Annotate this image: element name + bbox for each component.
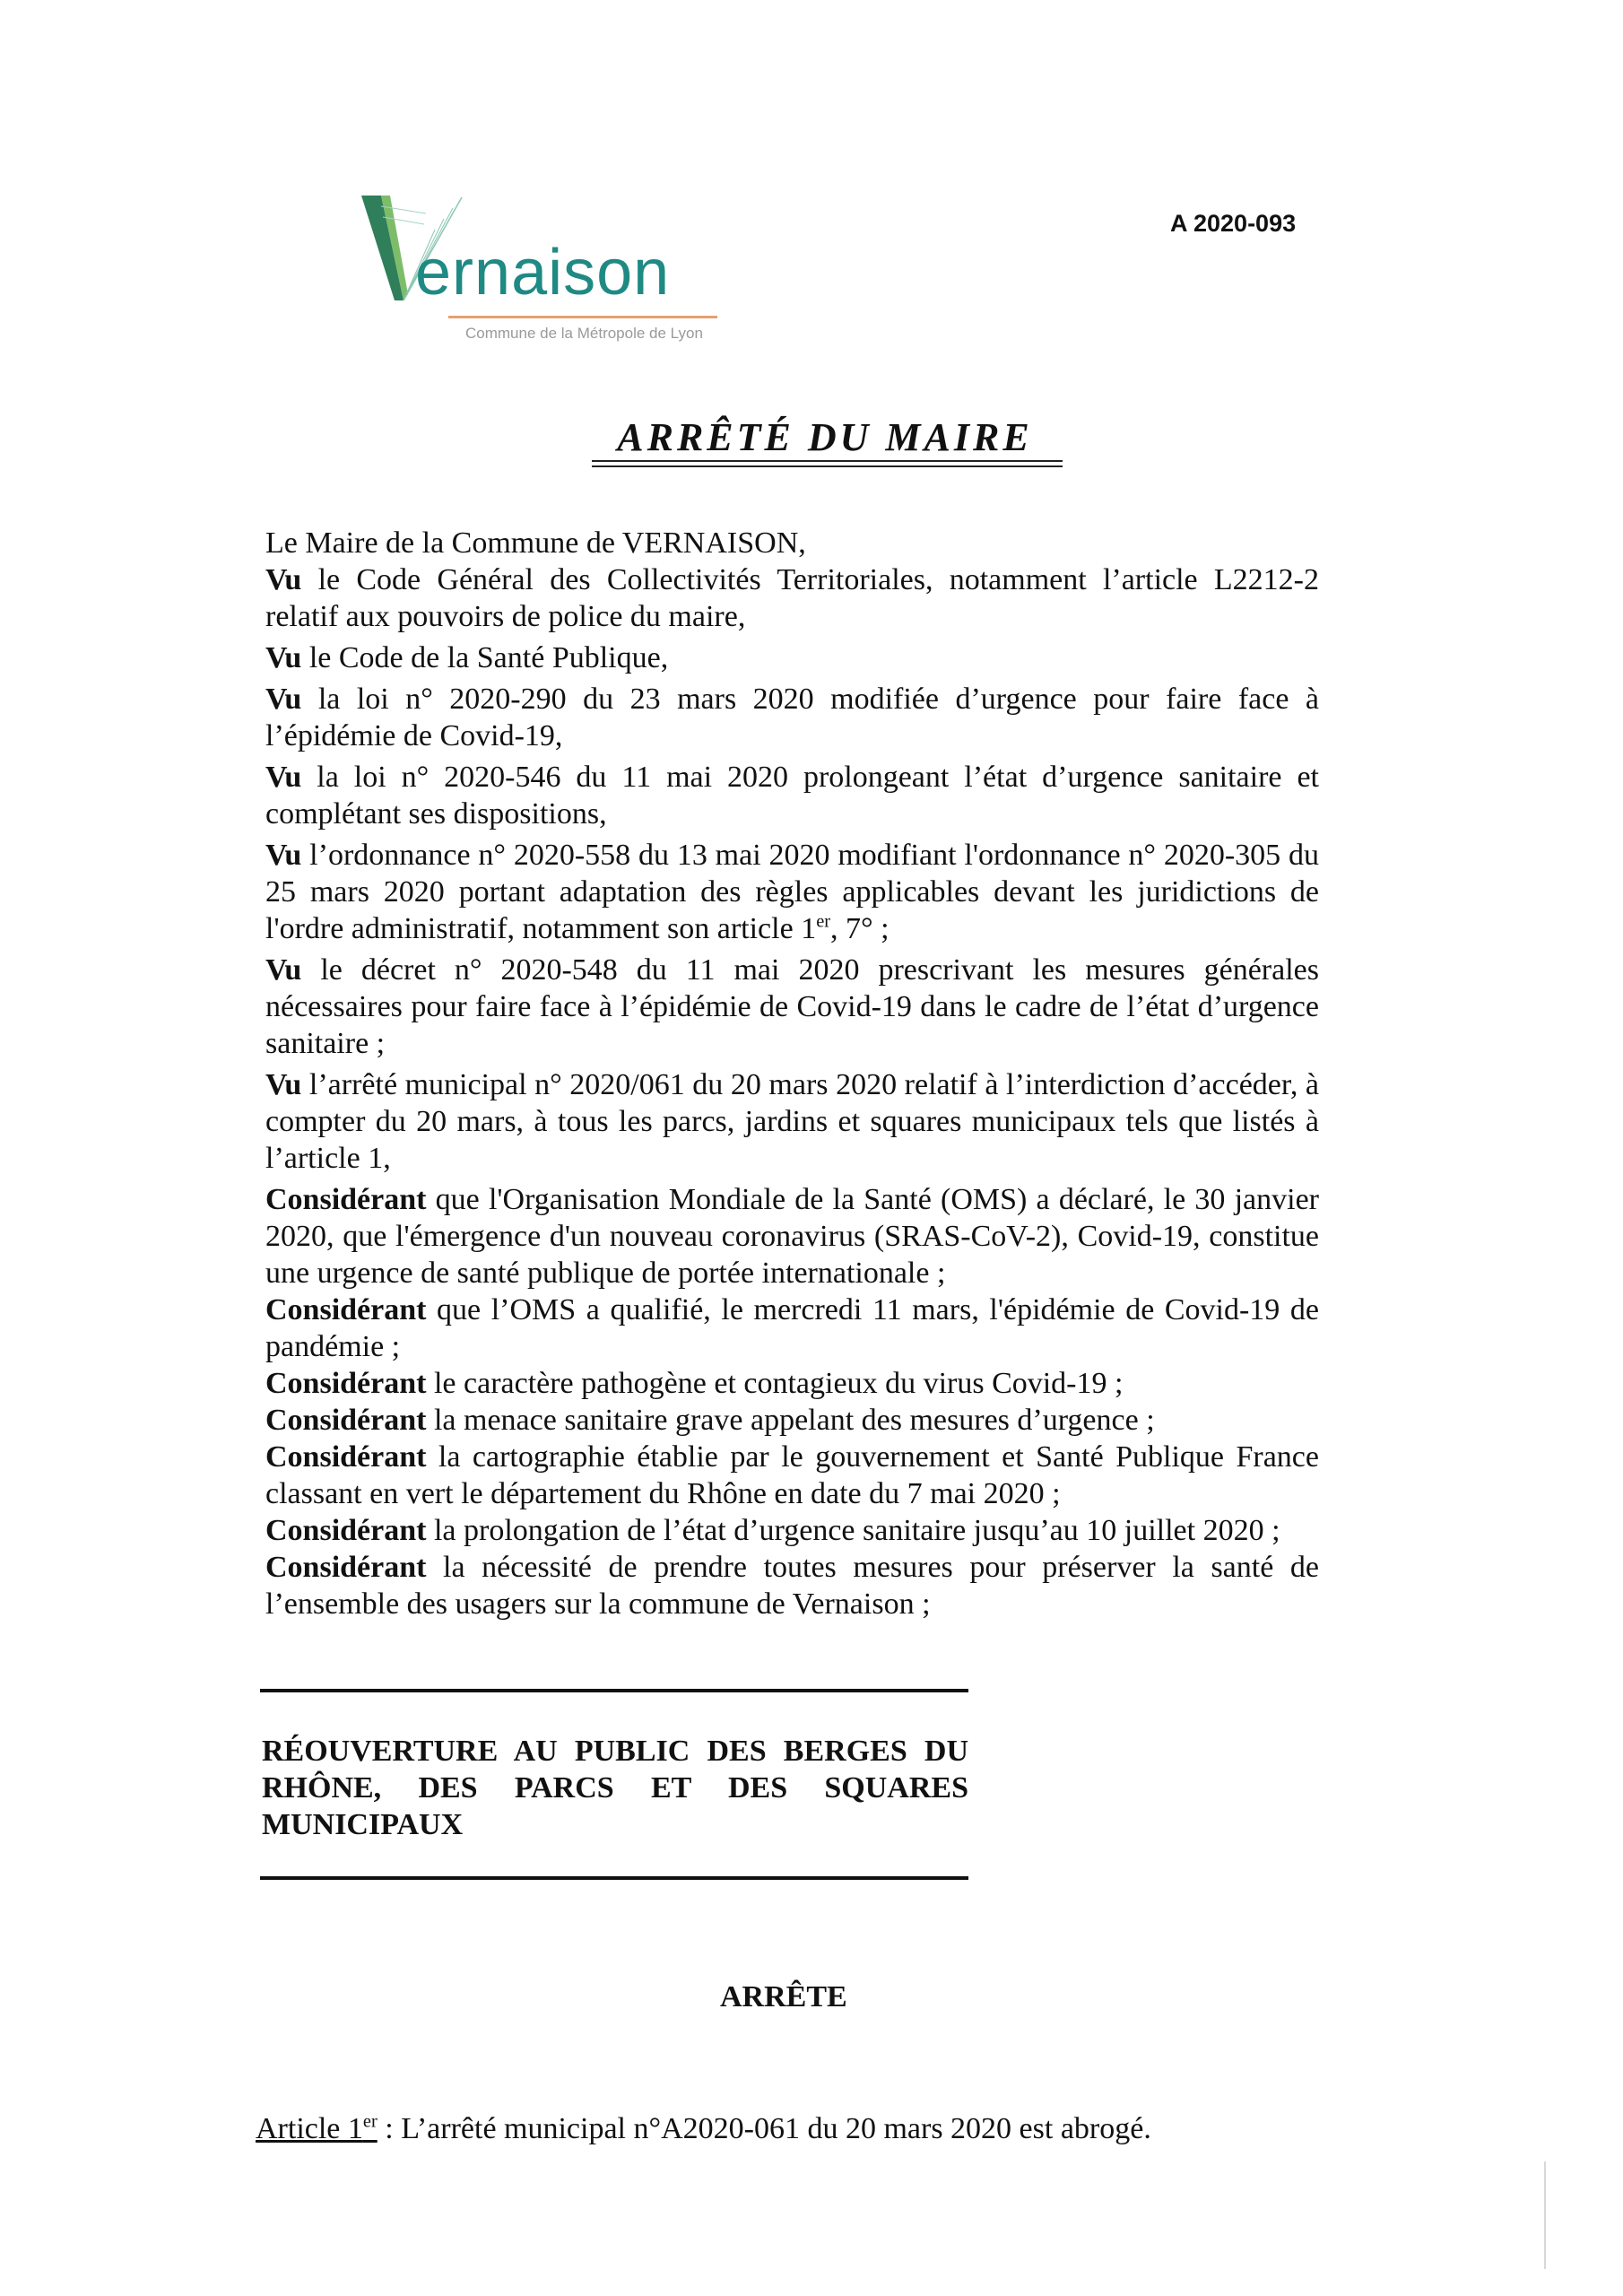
preamble-text: la loi n° 2020-546 du 11 mai 2020 prolongeant l’état d’urgence sanitaire et complétant ses dispositions, [265, 761, 1319, 831]
preamble-text: la cartographie établie par le gouvernement et Santé Publique France classant en vert le département du Rhône en date du 7 mai 2020 ; [265, 1440, 1319, 1510]
intro-line: Le Maire de la Commune de VERNAISON, [265, 526, 806, 560]
decree-heading: ARRÊTE [720, 1980, 847, 2013]
preamble-keyword: Vu [265, 953, 302, 987]
logo-tagline: Commune de la Métropole de Lyon [465, 325, 703, 342]
article-1-label [256, 2112, 378, 2145]
vernaison-logo [354, 188, 758, 350]
preamble-text: que l'Organisation Mondiale de la Santé (OMS) a déclaré, le 30 janvier 2020, que l'émergence d'un nouveau coronavirus (SRAS-CoV-2), Covid-19, constitue une urgence de santé publique de portée internationale ; [265, 1183, 1319, 1290]
preamble-text-tail: , 7° ; [830, 912, 890, 945]
reference-number: A 2020-093 [1170, 210, 1297, 237]
preamble-keyword: Vu [265, 1068, 302, 1101]
preamble-item [265, 1549, 1319, 1622]
preamble-keyword: Vu [265, 641, 302, 674]
document-title: ARRÊTÉ DU MAIRE [617, 415, 1033, 459]
article-1-label-text: Article 1 [256, 2112, 363, 2145]
preamble-item [265, 681, 1319, 754]
preamble-superscript: er [816, 911, 831, 932]
preamble-text: le décret n° 2020-548 du 11 mai 2020 prescrivant les mesures générales nécessaires pour faire face à l’épidémie de Covid-19 dans le cadre de l’état d’urgence sanitaire ; [265, 953, 1319, 1060]
preamble-keyword: Considérant [265, 1293, 427, 1326]
preamble-text: le Code Général des Collectivités Territoriales, notamment l’article L2212-2 relatif aux pouvoirs de police du maire, [265, 563, 1319, 633]
preamble-item [265, 1512, 1319, 1549]
preamble-keyword: Vu [265, 839, 302, 872]
preamble-item [265, 1365, 1319, 1402]
preamble-keyword: Vu [265, 761, 302, 794]
preamble-keyword: Vu [265, 563, 302, 596]
preamble-text: la loi n° 2020-290 du 23 mars 2020 modifiée d’urgence pour faire face à l’épidémie de Covid-19, [265, 683, 1319, 752]
logo-underline [448, 316, 717, 318]
preamble-text: que l’OMS a qualifié, le mercredi 11 mars, l'épidémie de Covid-19 de pandémie ; [265, 1293, 1319, 1363]
preamble-text: la nécessité de prendre toutes mesures pour préserver la santé de l’ensemble des usagers sur la commune de Vernaison ; [265, 1551, 1319, 1621]
preamble-list [265, 561, 1319, 1622]
preamble-text: l’ordonnance n° 2020-558 du 13 mai 2020 modifiant l'ordonnance n° 2020-305 du 25 mars 2020 portant adaptation des règles applicables devant les juridictions de l'ordre administratif, notamment son article 1 [265, 839, 1319, 945]
subject-bottom-rule [260, 1876, 968, 1880]
title-underline [592, 460, 1063, 462]
preamble-keyword: Considérant [265, 1367, 427, 1400]
preamble-text: l’arrêté municipal n° 2020/061 du 20 mars 2020 relatif à l’interdiction d’accéder, à compter du 20 mars, à tous les parcs, jardins et squares municipaux tels que listés à l’article 1, [265, 1068, 1319, 1175]
preamble-text: la menace sanitaire grave appelant des mesures d’urgence ; [426, 1404, 1155, 1437]
article-1-text: : L’arrêté municipal n°A2020-061 du 20 mars 2020 est abrogé. [377, 2112, 1151, 2145]
article-1 [256, 2112, 1421, 2146]
subject-top-rule [260, 1689, 968, 1692]
scan-margin-mark [1544, 2161, 1546, 2269]
preamble [265, 525, 1319, 1622]
title-underline-second [592, 465, 1063, 467]
preamble-keyword: Considérant [265, 1551, 427, 1584]
preamble-keyword: Vu [265, 683, 302, 716]
preamble-text: le Code de la Santé Publique, [301, 641, 669, 674]
preamble-keyword: Considérant [265, 1183, 427, 1216]
preamble-item [265, 837, 1319, 947]
subject-heading: RÉOUVERTURE AU PUBLIC DES BERGES DU RHÔNE, DES PARCS ET DES SQUARES MUNICIPAUX [262, 1735, 968, 1841]
preamble-item [265, 639, 1319, 676]
preamble-keyword: Considérant [265, 1404, 427, 1437]
preamble-keyword: Considérant [265, 1514, 427, 1547]
preamble-item [265, 1181, 1319, 1292]
preamble-text: le caractère pathogène et contagieux du virus Covid-19 ; [426, 1367, 1124, 1400]
preamble-item [265, 952, 1319, 1062]
article-1-label-sup: er [362, 2111, 378, 2132]
preamble-item [265, 759, 1319, 832]
preamble-item [265, 561, 1319, 635]
preamble-item [265, 1066, 1319, 1177]
preamble-item [265, 1439, 1319, 1512]
preamble-keyword: Considérant [265, 1440, 427, 1474]
preamble-text: la prolongation de l’état d’urgence sanitaire jusqu’au 10 juillet 2020 ; [426, 1514, 1280, 1547]
logo-wordmark: ernaison [415, 237, 671, 309]
preamble-item [265, 1292, 1319, 1365]
preamble-item [265, 1402, 1319, 1439]
